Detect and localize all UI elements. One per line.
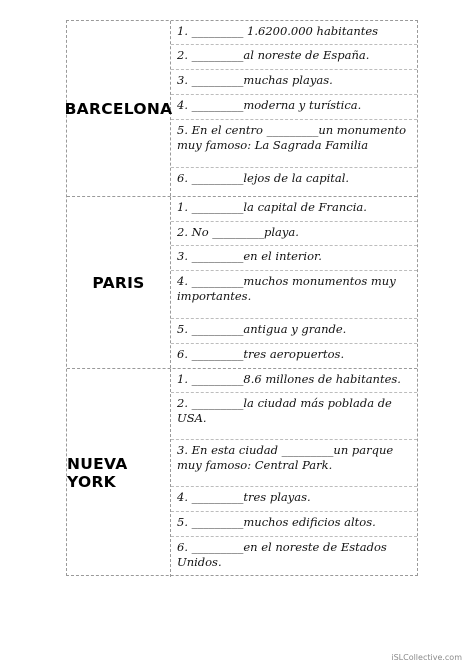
- city-cell: [67, 369, 171, 577]
- list-item: 6. _________lejos de la capital.: [177, 171, 350, 185]
- list-item: 1. _________8.6 millones de habitantes.: [171, 369, 417, 393]
- list-item: 1. _________ 1.6200.000 habitantes: [171, 21, 417, 45]
- list-item: 3. _________muchas playas.: [171, 70, 417, 95]
- list-item: 2. _________al noreste de España.: [171, 45, 417, 70]
- worksheet-table: [66, 20, 418, 576]
- watermark-text: iSLCollective.com: [391, 653, 462, 662]
- list-item: 3. _________en el interior.: [171, 246, 417, 271]
- list-item: 2. No _________playa.: [171, 222, 417, 246]
- list-item: 4. _________tres playas.: [171, 487, 417, 512]
- item-list: [171, 21, 417, 196]
- city-cell: [67, 197, 171, 368]
- city-cell: [64, 21, 173, 196]
- list-item: 6. _________en el noreste de Estados Unidos.: [177, 540, 387, 569]
- list-item: 4. _________muchos monumentos muy importantes.: [171, 271, 417, 319]
- section-paris: [67, 197, 417, 369]
- list-item: 3. En esta ciudad _________un parque muy famoso: Central Park.: [171, 440, 417, 487]
- list-item: 5. _________antigua y grande.: [171, 319, 417, 344]
- city-name: PARIS: [92, 273, 145, 292]
- item-list: [171, 369, 417, 577]
- list-item: 6. _________tres aeropuertos.: [177, 347, 345, 361]
- section-barcelona: [64, 21, 417, 197]
- city-name: BARCELONA: [64, 99, 173, 118]
- list-item: 2. _________la ciudad más poblada de USA.: [171, 393, 417, 440]
- city-name: NUEVA YORK: [67, 455, 128, 491]
- list-item: 4. _________moderna y turística.: [171, 95, 417, 120]
- list-item: 1. _________la capital de Francia.: [171, 197, 417, 222]
- item-list: [171, 197, 417, 368]
- list-item: 5. _________muchos edificios altos.: [171, 512, 417, 537]
- list-item: 5. En el centro _________un monumento muy famoso: La Sagrada Familia: [171, 120, 417, 168]
- section-nueva-york: [67, 369, 417, 577]
